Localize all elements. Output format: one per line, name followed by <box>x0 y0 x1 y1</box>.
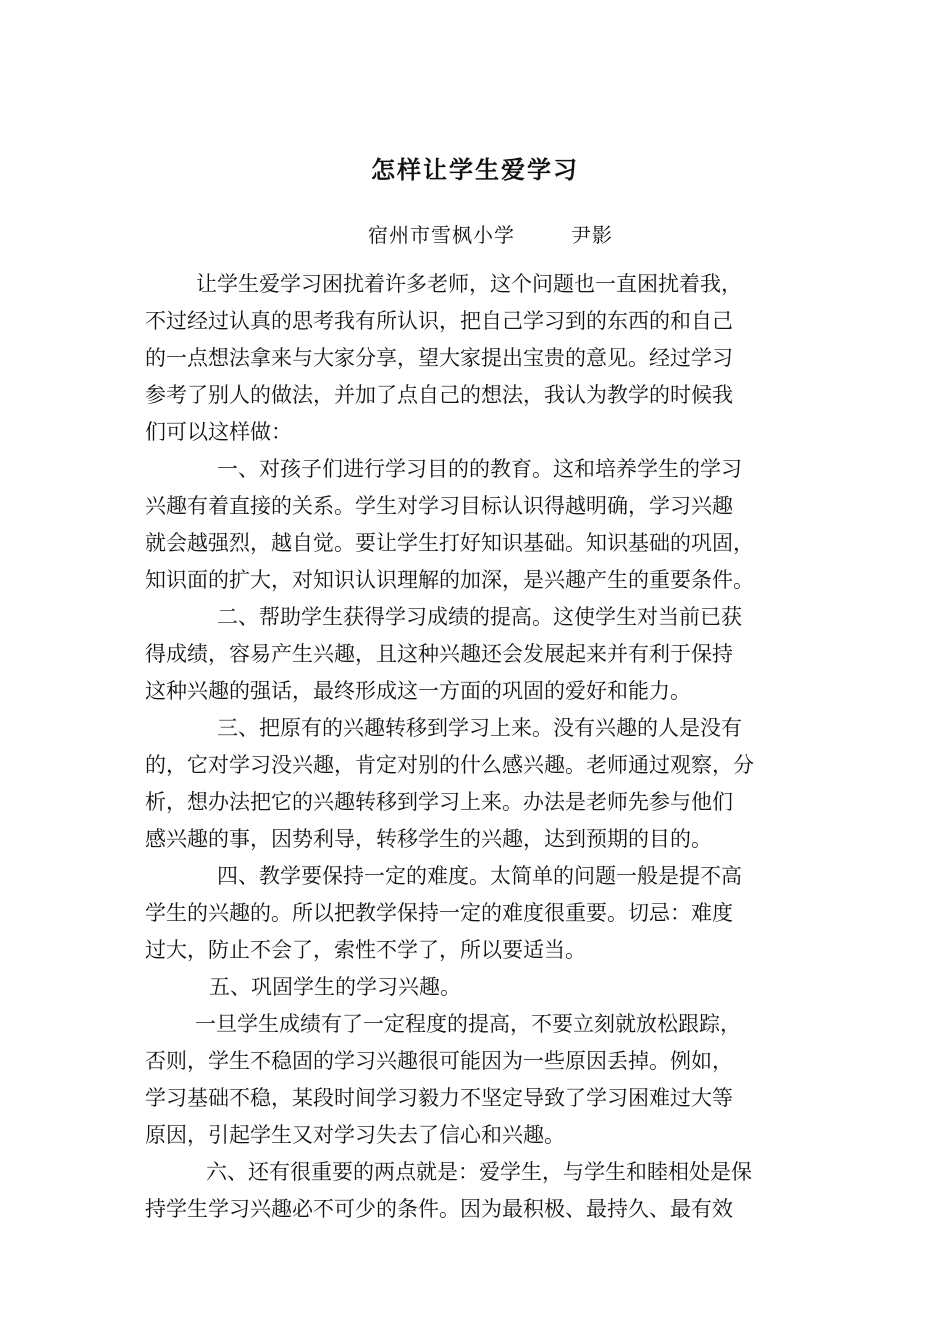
body-line: 得成绩，容易产生兴趣，且这种兴趣还会发展起来并有利于保持 <box>145 642 733 666</box>
body-line: 三、把原有的兴趣转移到学习上来。没有兴趣的人是没有 <box>217 716 742 740</box>
body-line: 原因，引起学生又对学习失去了信心和兴趣。 <box>145 1123 565 1147</box>
document-title: 怎样让学生爱学习 <box>371 155 579 184</box>
author-name: 尹影 <box>571 223 613 247</box>
body-line: 学生的兴趣的。所以把教学保持一定的难度很重要。切忌：难度 <box>145 901 733 925</box>
body-line: 一旦学生成绩有了一定程度的提高，不要立刻就放松跟踪， <box>195 1012 741 1036</box>
body-line: 五、巩固学生的学习兴趣。 <box>209 975 461 999</box>
body-line: 让学生爱学习困扰着许多老师，这个问题也一直困扰着我， <box>196 272 742 296</box>
body-line: 们可以这样做： <box>145 420 292 444</box>
body-line: 不过经过认真的思考我有所认识，把自己学习到的东西的和自己 <box>145 309 733 333</box>
body-line: 这种兴趣的强话，最终形成这一方面的巩固的爱好和能力。 <box>145 679 691 703</box>
body-line: 析，想办法把它的兴趣转移到学习上来。办法是老师先参与他们 <box>145 790 733 814</box>
body-line: 否则，学生不稳固的学习兴趣很可能因为一些原因丢掉。例如， <box>145 1049 733 1073</box>
byline <box>368 218 613 252</box>
body-line: 二、帮助学生获得学习成绩的提高。这使学生对当前已获 <box>217 605 742 629</box>
body-line: 四、教学要保持一定的难度。太简单的问题一般是提不高 <box>217 864 742 888</box>
body-line: 持学生学习兴趣必不可少的条件。因为最积极、最持久、最有效 <box>145 1197 733 1221</box>
body-line: 感兴趣的事，因势利导，转移学生的兴趣，达到预期的目的。 <box>145 827 712 851</box>
body-line: 的，它对学习没兴趣，肯定对别的什么感兴趣。老师通过观察，分 <box>145 753 754 777</box>
body-line: 参考了别人的做法，并加了点自己的想法，我认为教学的时候我 <box>145 383 733 407</box>
body-line: 一、对孩子们进行学习目的的教育。这和培养学生的学习 <box>217 457 742 481</box>
body-line: 六、还有很重要的两点就是：爱学生，与学生和睦相处是保 <box>206 1160 752 1184</box>
body-line: 兴趣有着直接的关系。学生对学习目标认识得越明确，学习兴趣 <box>145 494 733 518</box>
body-line: 过大，防止不会了，索性不学了，所以要适当。 <box>145 938 586 962</box>
body-line: 的一点想法拿来与大家分享，望大家提出宝贵的意见。经过学习 <box>145 346 733 370</box>
school-name: 宿州市雪枫小学 <box>368 223 515 247</box>
body-line: 就会越强烈，越自觉。要让学生打好知识基础。知识基础的巩固， <box>145 531 754 555</box>
body-line: 学习基础不稳，某段时间学习毅力不坚定导致了学习困难过大等 <box>145 1086 733 1110</box>
body-line: 知识面的扩大，对知识认识理解的加深，是兴趣产生的重要条件。 <box>145 568 754 592</box>
